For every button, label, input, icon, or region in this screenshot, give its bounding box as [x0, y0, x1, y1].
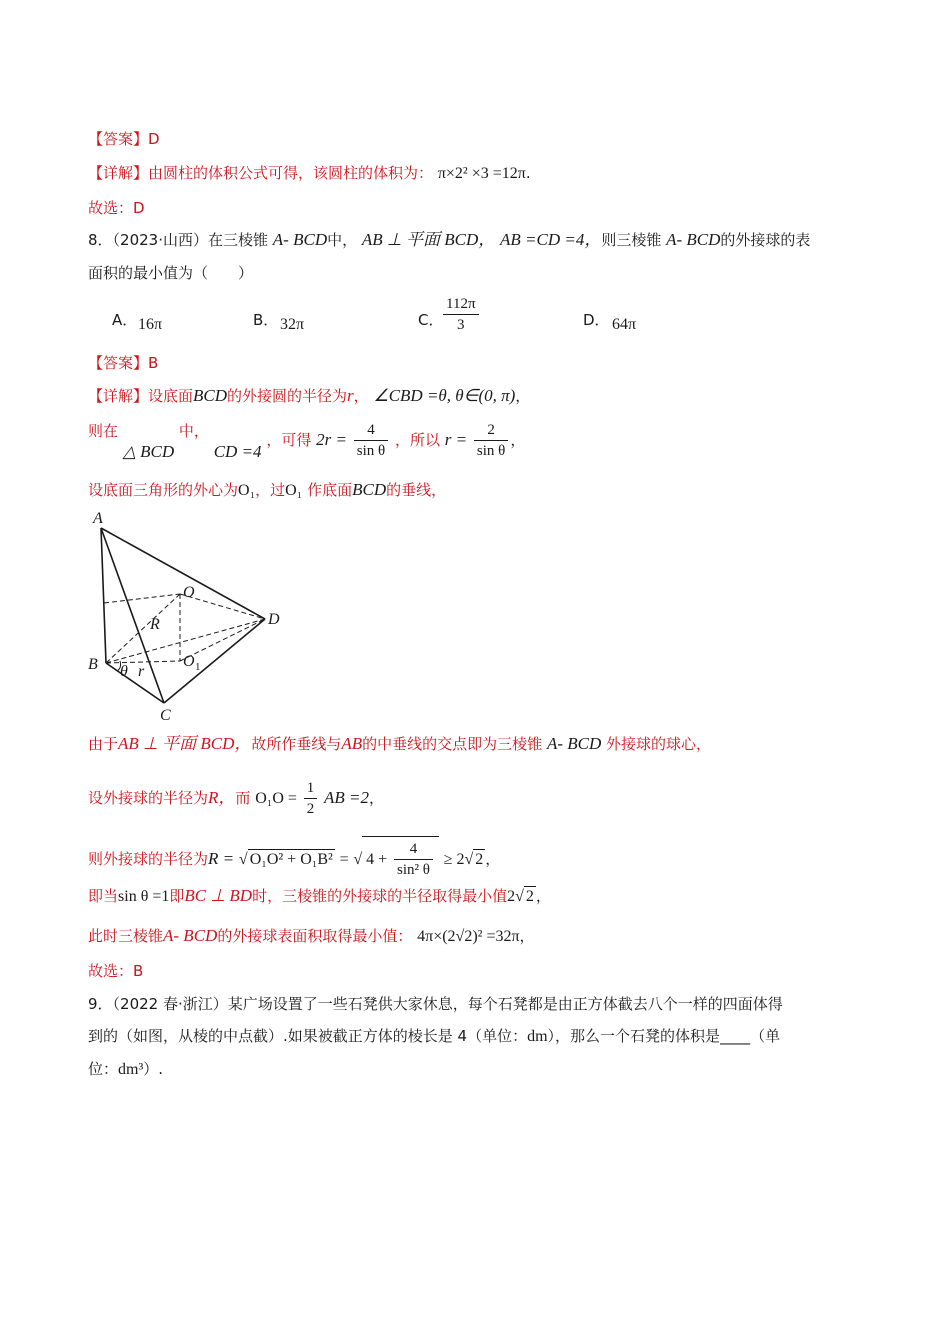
- label-c: C: [160, 707, 171, 724]
- question-number: 8．: [88, 231, 113, 249]
- o1-label: O₁: [285, 482, 303, 499]
- detail-text: 由圆柱的体积公式可得，该圆柱的体积为：: [148, 164, 434, 182]
- edge-ad: [101, 528, 265, 619]
- stem-text: 则三棱锥: [601, 231, 662, 249]
- detail-text: ，可得: [266, 431, 312, 449]
- equals: =: [339, 851, 349, 868]
- detail-text: 即: [169, 887, 185, 905]
- stem-text: 某广场设置了一些石凳供大家休息，每个石凳都是由正方体截去八个一样的四面体得: [227, 995, 783, 1013]
- fraction-denominator: 3: [457, 317, 465, 333]
- math-bcd: BCD: [352, 480, 387, 499]
- r-eq: r =: [444, 430, 468, 449]
- detail-text: 而: [235, 789, 251, 807]
- punct: ，: [519, 927, 535, 945]
- numerator: 4: [394, 839, 433, 860]
- tetrahedron-name: A- BCD: [666, 230, 721, 249]
- angle-formula: ∠CBD =θ, θ∈(0, π): [373, 386, 516, 405]
- radius-R: [106, 594, 180, 663]
- question-source: （2023·山西）: [112, 231, 208, 249]
- option-a-label: A．: [112, 311, 138, 329]
- sqrt-two: 2: [475, 851, 484, 868]
- punct: ，: [485, 850, 501, 868]
- math-R: R，: [208, 788, 236, 807]
- length-condition: AB =CD =4，: [500, 230, 602, 249]
- math-ab: AB: [341, 734, 363, 753]
- unit-dm3: dm³: [118, 1061, 144, 1078]
- numerator: 2: [474, 420, 508, 441]
- stem-text: 位：: [88, 1060, 119, 1078]
- punct: ，: [368, 789, 384, 807]
- detail-text: 时，三棱锥的外接球的半径取得最小值: [252, 887, 508, 905]
- q8-detail-line1: [88, 385, 530, 407]
- q8-detail-line7: 即当sin θ =1即BC ⊥ BD时，三棱锥的外接球的半径取得最小值2√ 2 ，: [88, 886, 551, 905]
- label-o1-sub: 1: [195, 661, 201, 673]
- label-a: A: [93, 510, 103, 527]
- detail-text: 设底面三角形的外心为: [88, 481, 239, 499]
- choice-tag: 故选：: [88, 199, 134, 217]
- detail-text: 中，: [178, 422, 209, 440]
- ab-eq: AB =2: [323, 788, 369, 807]
- unit-dm: dm: [527, 1028, 548, 1045]
- q9-line1: [88, 993, 783, 1015]
- detail-text: 的垂线，: [386, 481, 447, 499]
- q8-stem-line1: [88, 229, 810, 251]
- triangle-bcd: △ BCD: [122, 442, 175, 461]
- mid-perpendicular: [104, 594, 180, 603]
- label-d: D: [268, 611, 280, 628]
- detail-text: 设外接球的半径为: [88, 789, 209, 807]
- choice-value: D: [133, 199, 145, 217]
- detail-text: ，过: [255, 481, 286, 499]
- detail-text: 故所作垂线与: [251, 735, 342, 753]
- label-o1: O: [183, 653, 195, 670]
- punct: ，: [510, 431, 526, 449]
- ge-two: ≥ 2: [443, 851, 465, 868]
- tetrahedron-figure: [84, 508, 294, 726]
- surface-area-formula: 4π×(2√2)² =32π: [417, 928, 520, 945]
- q7-detail-line: [88, 162, 531, 185]
- detail-text: 的外接圆的半径为: [227, 387, 348, 405]
- detail-tag: 【详解】: [88, 164, 149, 182]
- denominator: 2: [306, 801, 315, 817]
- math-r: r: [347, 386, 354, 405]
- option-c-label: C．: [418, 311, 444, 329]
- stem-text: （单: [750, 1027, 781, 1045]
- q8-detail-line3: [88, 479, 446, 502]
- punct: ，: [515, 387, 531, 405]
- detail-text: 的中垂线的交点即为三棱锥: [362, 735, 543, 753]
- option-b-value: 32π: [280, 316, 305, 333]
- edge-bc: [106, 663, 164, 703]
- denominator: sin² θ: [396, 862, 430, 878]
- fraction-half: [304, 778, 318, 819]
- answer-tag: 【答案】: [88, 130, 149, 148]
- denominator: sin θ: [356, 443, 386, 459]
- tetrahedron-name: A- BCD: [272, 230, 328, 249]
- detail-text: 的外接球表面积取得最小值：: [217, 927, 413, 945]
- label-r: r: [138, 663, 145, 680]
- detail-text: 由于: [88, 735, 119, 753]
- answer-value: B: [148, 354, 159, 372]
- detail-text: 作底面: [307, 481, 353, 499]
- volume-formula: π×2² ×3 =12π: [437, 165, 526, 182]
- sin-eq: sin θ =1: [118, 888, 170, 905]
- punct: ，: [353, 387, 369, 405]
- fraction-4-sin2: [394, 839, 433, 880]
- cd-eq: CD =4: [213, 442, 262, 461]
- tetrahedron-name: A- BCD: [546, 734, 602, 753]
- numerator: 1: [304, 778, 318, 799]
- stem-text: 中，: [327, 231, 358, 249]
- detail-text: ，所以: [394, 431, 440, 449]
- option-d-label: D．: [583, 311, 610, 329]
- q7-answer-line: [88, 128, 160, 150]
- denominator: sin θ: [476, 443, 506, 459]
- detail-tag: 【详解】: [88, 387, 149, 405]
- min-value: 2: [507, 888, 516, 905]
- answer-tag: 【答案】: [88, 354, 149, 372]
- edge-ab: [101, 528, 106, 663]
- math-R: R =: [208, 849, 235, 868]
- q9-line3: [88, 1058, 163, 1081]
- q7-choice-line: [88, 197, 145, 219]
- stem-text: 到的（如图，从棱的中点截）.如果被截正方体的棱长是 4（单位：: [88, 1027, 528, 1045]
- two-r: 2r =: [316, 430, 347, 449]
- answer-value: D: [148, 130, 160, 148]
- question-source: （2022 春·浙江）: [112, 995, 228, 1013]
- o1o-eq: O₁O =: [255, 790, 297, 807]
- option-c-fraction: [443, 294, 479, 335]
- detail-text: 即当: [88, 887, 119, 905]
- q8-detail-line2: [88, 420, 525, 461]
- sqrt-expression: O₁O² + O₁B²: [249, 851, 333, 868]
- q8-detail-line6: 则外接球的半径为R = √ O₁O² + O₁B² = √ 4 + $\frac{4}{\text{sin² θ}}$ ≥ 2√ 2 ，: [88, 836, 500, 882]
- q8-detail-line5: [88, 778, 384, 819]
- tetrahedron-name: A- BCD: [163, 926, 218, 945]
- q9-line2: [88, 1025, 780, 1048]
- sqrt-two: 2: [525, 888, 534, 905]
- q8-choice-line: [88, 960, 143, 982]
- question-number: 9．: [88, 995, 113, 1013]
- math-bcd: BCD: [193, 386, 228, 405]
- o1-label: O₁: [238, 482, 256, 499]
- option-b-label: B．: [253, 311, 279, 329]
- detail-text: 则外接球的半径为: [88, 850, 209, 868]
- fraction-4-sin: [354, 420, 388, 461]
- q8-answer-line: [88, 352, 158, 374]
- perpendicular-condition: AB ⊥ 平面 BCD，: [361, 230, 496, 249]
- stem-text: 在三棱锥: [208, 231, 269, 249]
- formula-tail: .: [525, 164, 531, 182]
- option-d-value: 64π: [612, 316, 637, 333]
- numerator: 4: [354, 420, 388, 441]
- choice-value: B: [133, 962, 144, 980]
- choice-tag: 故选：: [88, 962, 134, 980]
- answer-blank[interactable]: ____: [720, 1027, 751, 1045]
- label-R: R: [150, 616, 160, 633]
- fraction-2-sin: [474, 420, 508, 461]
- option-a-value: 16π: [138, 316, 163, 333]
- detail-text: 外接球的球心，: [606, 735, 712, 753]
- q8-stem-line2: 面积的最小值为（ ）: [88, 264, 254, 282]
- detail-text: 则在: [88, 422, 119, 440]
- stem-text: ），那么一个石凳的体积是: [547, 1027, 721, 1045]
- label-o: O: [183, 584, 195, 601]
- detail-text: 设底面: [148, 387, 194, 405]
- q8-detail-line8: [88, 925, 535, 948]
- stem-text: ）.: [143, 1060, 164, 1078]
- sqrt-big: [362, 836, 439, 882]
- sqrt-term: 4 +: [366, 851, 388, 868]
- detail-text: 此时三棱锥: [88, 927, 164, 945]
- q8-detail-line4: [88, 733, 711, 755]
- punct: ，: [535, 887, 551, 905]
- perp-bc-bd: BC ⊥ BD: [184, 886, 253, 905]
- stem-text: 的外接球的表: [720, 231, 811, 249]
- perpendicular-condition: AB ⊥ 平面 BCD，: [118, 734, 252, 753]
- label-theta: θ: [120, 663, 128, 680]
- fraction-numerator: 112π: [443, 294, 479, 315]
- label-b: B: [88, 656, 98, 673]
